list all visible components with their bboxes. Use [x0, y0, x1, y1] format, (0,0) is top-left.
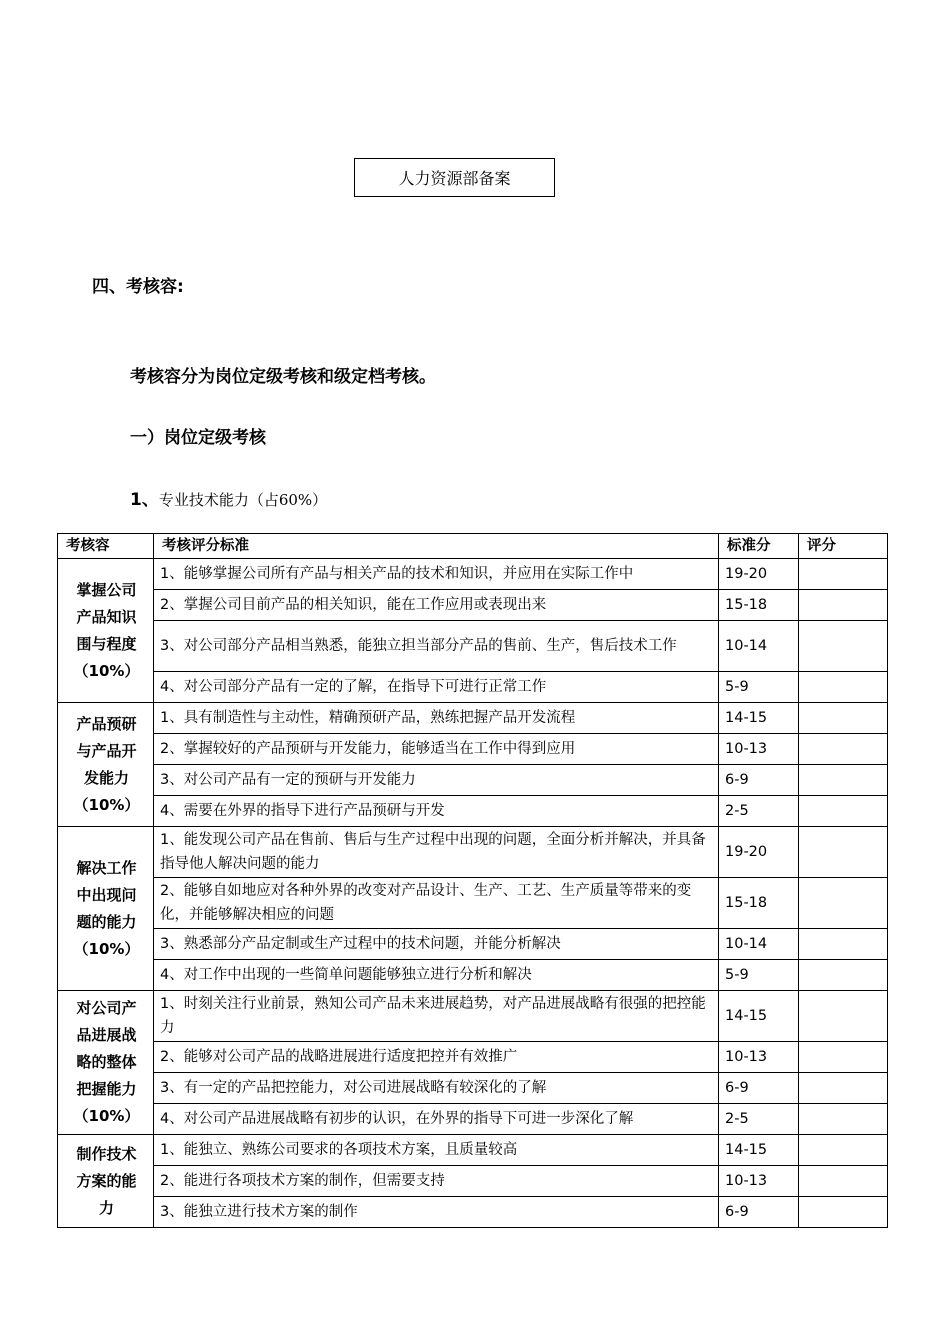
rating-cell[interactable]: [799, 827, 888, 878]
category-cell: [58, 827, 154, 991]
criterion-cell: 1、能发现公司产品在售前、售后与生产过程中出现的问题，全面分析并解决，并具备指导他人解决问题的能力: [154, 827, 719, 878]
table-row: [58, 590, 888, 621]
table-row: [58, 1073, 888, 1104]
rating-cell[interactable]: [799, 878, 888, 929]
table-row: [58, 991, 888, 1042]
category-cell: [58, 703, 154, 827]
category-cell: [58, 1135, 154, 1228]
criterion-cell: 3、能独立进行技术方案的制作: [154, 1197, 719, 1228]
standard-score-cell: 19-20: [719, 559, 799, 590]
table-row: [58, 765, 888, 796]
subsection-heading: 一）岗位定级考核: [130, 428, 266, 448]
rating-cell[interactable]: [799, 559, 888, 590]
category-line: （10%）: [73, 661, 140, 680]
rating-cell[interactable]: [799, 590, 888, 621]
category-cell: [58, 559, 154, 703]
standard-score-cell: 10-13: [719, 1166, 799, 1197]
standard-score-cell: 5-9: [719, 960, 799, 991]
standard-score-cell: 10-14: [719, 929, 799, 960]
section-heading: 四、考核容:: [92, 277, 184, 297]
rating-cell[interactable]: [799, 796, 888, 827]
table-row: [58, 559, 888, 590]
rating-cell[interactable]: [799, 991, 888, 1042]
category-line: 略的整体: [76, 1053, 137, 1071]
criterion-cell: 2、掌握较好的产品预研与开发能力，能够适当在工作中得到应用: [154, 734, 719, 765]
criterion-cell: 1、能独立、熟练公司要求的各项技术方案，且质量较高: [154, 1135, 719, 1166]
rating-cell[interactable]: [799, 929, 888, 960]
category-line: 题的能力: [76, 912, 137, 931]
standard-score-cell: 14-15: [719, 991, 799, 1042]
header-category: 考核容: [58, 534, 154, 559]
header-criteria: 考核评分标准: [154, 534, 719, 559]
criterion-cell: 3、对公司部分产品相当熟悉，能独立担当部分产品的售前、生产，售后技术工作: [154, 621, 719, 672]
rating-cell[interactable]: [799, 1135, 888, 1166]
category-line: 掌握公司: [76, 580, 137, 599]
standard-score-cell: 2-5: [719, 796, 799, 827]
criterion-cell: 1、具有制造性与主动性，精确预研产品，熟练把握产品开发流程: [154, 703, 719, 734]
criterion-cell: 4、需要在外界的指导下进行产品预研与开发: [154, 796, 719, 827]
category-line: 与产品开: [76, 741, 137, 760]
table-row: [58, 827, 888, 878]
criterion-cell: 1、时刻关注行业前景，熟知公司产品未来进展趋势，对产品进展战略有很强的把控能力: [154, 991, 719, 1042]
category-line: 方案的能: [76, 1171, 137, 1190]
table-row: [58, 1104, 888, 1135]
hr-filing-stamp: [354, 158, 555, 197]
criterion-cell: 2、能够对公司产品的战略进展进行适度把控并有效推广: [154, 1042, 719, 1073]
standard-score-cell: 6-9: [719, 1073, 799, 1104]
criterion-cell: 2、能进行各项技术方案的制作，但需要支持: [154, 1166, 719, 1197]
criterion-cell: 2、能够自如地应对各种外界的改变对产品设计、生产、工艺、生产质量等带来的变化，并能够解决相应的问题: [154, 878, 719, 929]
category-line: 品进展战: [76, 1026, 137, 1044]
table-row: [58, 621, 888, 672]
table-row: [58, 1197, 888, 1228]
category-line: 力: [98, 1198, 114, 1217]
stamp-text: 人力资源部备案: [398, 169, 511, 188]
criterion-cell: 3、对公司产品有一定的预研与开发能力: [154, 765, 719, 796]
category-line: 对公司产: [76, 999, 137, 1017]
standard-score-cell: 6-9: [719, 765, 799, 796]
category-line: （10%）: [73, 1107, 140, 1125]
standard-score-cell: 5-9: [719, 672, 799, 703]
category-line: 产品知识: [76, 607, 137, 626]
rating-cell[interactable]: [799, 960, 888, 991]
standard-score-cell: 19-20: [719, 827, 799, 878]
table-row: [58, 734, 888, 765]
category-line: 把握能力: [76, 1080, 137, 1098]
standard-score-cell: 15-18: [719, 590, 799, 621]
rating-cell[interactable]: [799, 1073, 888, 1104]
rating-cell[interactable]: [799, 1166, 888, 1197]
standard-score-cell: 10-14: [719, 621, 799, 672]
table-header-row: [58, 534, 888, 559]
criterion-cell: 3、熟悉部分产品定制或生产过程中的技术问题，并能分析解决: [154, 929, 719, 960]
criterion-cell: 2、掌握公司目前产品的相关知识，能在工作应用或表现出来: [154, 590, 719, 621]
intro-text: 考核容分为岗位定级考核和级定档考核。: [130, 367, 436, 387]
criterion-cell: 4、对公司部分产品有一定的了解，在指导下可进行正常工作: [154, 672, 719, 703]
category-line: 解决工作: [76, 858, 137, 877]
rating-cell[interactable]: [799, 1042, 888, 1073]
table-row: [58, 703, 888, 734]
table-row: [58, 929, 888, 960]
standard-score-cell: 15-18: [719, 878, 799, 929]
category-cell: [58, 991, 154, 1135]
rating-cell[interactable]: [799, 765, 888, 796]
header-standard-score: 标准分: [719, 534, 799, 559]
category-line: 中出现问: [76, 885, 137, 904]
table-row: [58, 878, 888, 929]
criterion-cell: 4、对公司产品进展战略有初步的认识，在外界的指导下可进一步深化了解: [154, 1104, 719, 1135]
category-line: （10%）: [73, 795, 140, 814]
table-row: [58, 960, 888, 991]
item-text: 专业技术能力（占60%）: [158, 491, 328, 509]
standard-score-cell: 14-15: [719, 703, 799, 734]
table-row: [58, 1042, 888, 1073]
category-line: （10%）: [73, 939, 140, 958]
item-number: 1、: [130, 490, 159, 510]
category-line: 制作技术: [76, 1144, 137, 1163]
standard-score-cell: 14-15: [719, 1135, 799, 1166]
rating-cell[interactable]: [799, 672, 888, 703]
header-rating: 评分: [799, 534, 888, 559]
rating-cell[interactable]: [799, 621, 888, 672]
item-heading: [130, 485, 327, 510]
table-row: [58, 1135, 888, 1166]
table-row: [58, 796, 888, 827]
standard-score-cell: 10-13: [719, 734, 799, 765]
standard-score-cell: 2-5: [719, 1104, 799, 1135]
table-row: [58, 1166, 888, 1197]
assessment-table: [57, 533, 888, 1228]
criterion-cell: 3、有一定的产品把控能力，对公司进展战略有较深化的了解: [154, 1073, 719, 1104]
rating-cell[interactable]: [799, 1197, 888, 1228]
category-line: 围与程度: [76, 634, 137, 653]
table-row: [58, 672, 888, 703]
standard-score-cell: 10-13: [719, 1042, 799, 1073]
criterion-cell: 4、对工作中出现的一些简单问题能够独立进行分析和解决: [154, 960, 719, 991]
criterion-cell: 1、能够掌握公司所有产品与相关产品的技术和知识，并应用在实际工作中: [154, 559, 719, 590]
category-line: 发能力: [83, 768, 129, 787]
rating-cell[interactable]: [799, 703, 888, 734]
standard-score-cell: 6-9: [719, 1197, 799, 1228]
rating-cell[interactable]: [799, 734, 888, 765]
category-line: 产品预研: [76, 714, 137, 733]
rating-cell[interactable]: [799, 1104, 888, 1135]
